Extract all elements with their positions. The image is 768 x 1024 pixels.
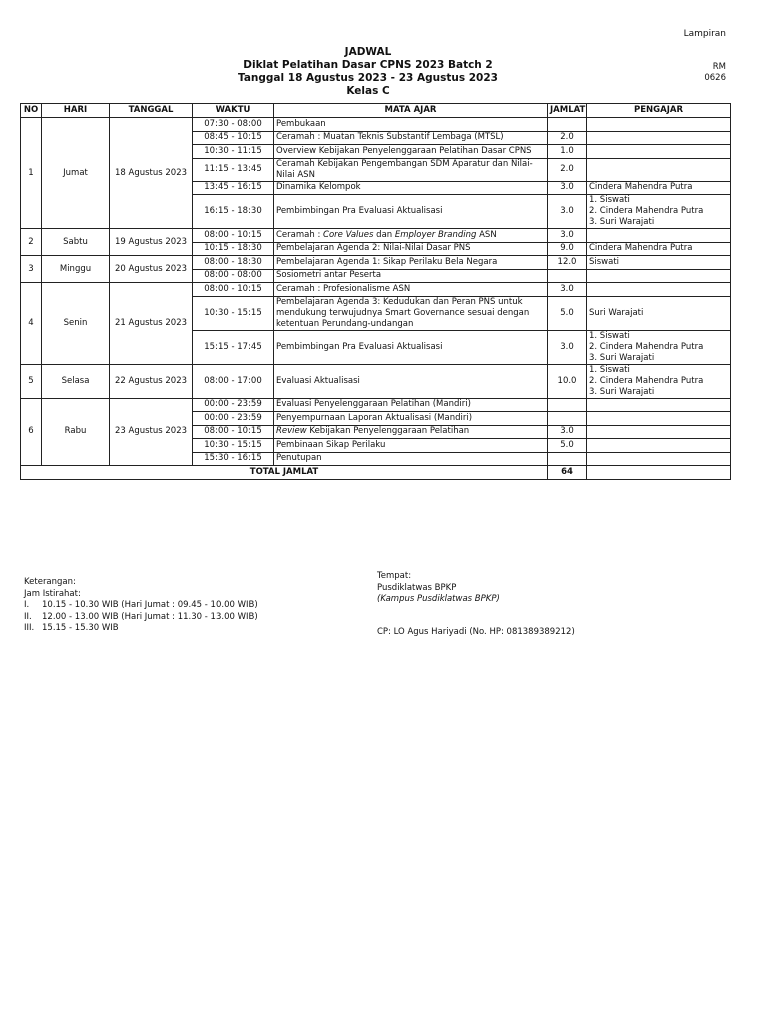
table-row	[21, 229, 731, 243]
cell-tanggal: 23 Agustus 2023	[110, 398, 193, 466]
cell-pengajar	[587, 118, 731, 132]
cell-waktu: 13:45 - 16:15	[193, 181, 274, 195]
cell-waktu: 08:00 - 10:15	[193, 229, 274, 243]
tempat-name: Pusdiklatwas BPKP	[377, 582, 457, 593]
pengajar-name: 1. Siswati	[589, 195, 630, 205]
cell-mata-ajar: Pembelajaran Agenda 3: Kedudukan dan Peran PNS untuk mendukung terwujudnya Smart Governance sesuai dengan ketentuan Perundang-undangan	[274, 296, 548, 330]
tempat-sub: (Kampus Pusdiklatwas BPKP)	[377, 594, 500, 604]
cell-hari: Rabu	[42, 398, 110, 466]
cell-jamlat: 2.0	[548, 131, 587, 145]
cell-jamlat: 3.0	[548, 229, 587, 243]
break-num: III.	[24, 623, 35, 633]
cell-tanggal: 22 Agustus 2023	[110, 364, 193, 398]
cell-jamlat: 3.0	[548, 425, 587, 439]
mata-ajar-part: Ceramah :	[276, 229, 324, 240]
keterangan-title: Keterangan:	[24, 577, 76, 587]
cell-jamlat: 2.0	[548, 158, 587, 181]
cell-pengajar	[587, 181, 731, 195]
cell-waktu: 16:15 - 18:30	[193, 195, 274, 229]
break-text: 12.00 - 13.00 WIB (Hari Jumat : 11.30 - 13.00 WIB)	[42, 611, 258, 622]
col-jamlat: JAMLAT	[548, 104, 587, 118]
mata-ajar-part: Employer Branding	[394, 229, 477, 240]
total-value: 64	[548, 466, 587, 480]
cell-no: 3	[21, 256, 42, 283]
cell-mata-ajar: Overview Kebijakan Penyelenggaraan Pelatihan Dasar CPNS	[274, 145, 548, 159]
pengajar-name: 2. Cindera Mahendra Putra	[589, 341, 704, 352]
col-hari: HARI	[42, 104, 110, 118]
cell-waktu: 08:45 - 10:15	[193, 131, 274, 145]
col-pengajar: PENGAJAR	[587, 104, 731, 118]
cell-tanggal: 20 Agustus 2023	[110, 256, 193, 283]
pengajar-name: Suri Warajati	[589, 307, 644, 318]
cell-hari: Minggu	[42, 256, 110, 283]
cell-waktu: 08:00 - 17:00	[193, 364, 274, 398]
cell-jamlat: 3.0	[548, 181, 587, 195]
schedule-header	[21, 104, 731, 118]
break-num: II.	[24, 611, 32, 622]
break-item	[24, 612, 258, 624]
cell-waktu: 10:30 - 15:15	[193, 439, 274, 453]
total-empty	[587, 466, 731, 480]
pengajar-name: Cindera Mahendra Putra	[589, 182, 693, 193]
cell-mata-ajar: Pembinaan Sikap Perilaku	[274, 439, 548, 453]
table-row	[21, 256, 731, 270]
contact-person: CP: LO Agus Hariyadi (No. HP: 081389389212)	[377, 627, 575, 637]
tempat-section	[377, 571, 500, 606]
pengajar-name: 3. Suri Warajati	[589, 352, 655, 363]
cell-jamlat	[548, 452, 587, 466]
cell-pengajar	[587, 398, 731, 412]
rm-line-2: 0626	[704, 73, 726, 83]
mata-ajar-part: Kebijakan Penyelenggaraan Pelatihan	[306, 426, 470, 437]
lampiran-label: Lampiran	[683, 29, 726, 39]
cell-waktu: 00:00 - 23:59	[193, 398, 274, 412]
table-row	[21, 364, 731, 398]
pengajar-name: 3. Suri Warajati	[589, 386, 655, 397]
cell-jamlat: 3.0	[548, 283, 587, 297]
title-line-2: Diklat Pelatihan Dasar CPNS 2023 Batch 2	[243, 59, 493, 71]
table-row	[21, 398, 731, 412]
cell-mata-ajar: Ceramah : Profesionalisme ASN	[274, 283, 548, 297]
cell-mata-ajar	[274, 425, 548, 439]
cell-hari: Jumat	[42, 118, 110, 229]
table-row	[21, 283, 731, 297]
cell-jamlat: 3.0	[548, 330, 587, 364]
break-item	[24, 623, 258, 635]
cell-tanggal: 18 Agustus 2023	[110, 118, 193, 229]
cell-jamlat: 12.0	[548, 256, 587, 270]
cell-pengajar	[587, 330, 731, 364]
cell-pengajar	[587, 269, 731, 283]
cell-jamlat: 1.0	[548, 145, 587, 159]
keterangan-subtitle: Jam Istirahat:	[24, 588, 81, 599]
cell-jamlat: 5.0	[548, 439, 587, 453]
pengajar-name: 1. Siswati	[589, 364, 630, 375]
tempat-label: Tempat:	[377, 571, 412, 581]
cell-pengajar	[587, 412, 731, 426]
cell-pengajar	[587, 195, 731, 229]
total-row	[21, 466, 731, 480]
cell-pengajar	[587, 242, 731, 256]
cell-waktu: 08:00 - 10:15	[193, 283, 274, 297]
pengajar-name: Siswati	[589, 256, 620, 267]
keterangan-section	[24, 577, 258, 635]
cell-mata-ajar: Evaluasi Aktualisasi	[274, 364, 548, 398]
cell-mata-ajar: Sosiometri antar Peserta	[274, 269, 548, 283]
cell-waktu: 00:00 - 23:59	[193, 412, 274, 426]
cell-jamlat	[548, 412, 587, 426]
cell-mata-ajar: Ceramah Kebijakan Pengembangan SDM Aparatur dan Nilai-Nilai ASN	[274, 158, 548, 181]
cell-pengajar	[587, 145, 731, 159]
cell-pengajar	[587, 364, 731, 398]
cell-mata-ajar	[274, 229, 548, 243]
cell-mata-ajar: Pembimbingan Pra Evaluasi Aktualisasi	[274, 330, 548, 364]
schedule-table	[20, 103, 731, 480]
cell-waktu: 15:30 - 16:15	[193, 452, 274, 466]
cell-pengajar	[587, 256, 731, 270]
cell-jamlat: 5.0	[548, 296, 587, 330]
cell-jamlat	[548, 398, 587, 412]
cell-hari: Selasa	[42, 364, 110, 398]
cell-pengajar	[587, 439, 731, 453]
pengajar-name: 1. Siswati	[589, 330, 630, 341]
cell-mata-ajar: Dinamika Kelompok	[274, 181, 548, 195]
cell-jamlat	[548, 118, 587, 132]
cell-no: 4	[21, 283, 42, 365]
cell-hari: Sabtu	[42, 229, 110, 256]
cell-pengajar	[587, 425, 731, 439]
cell-no: 2	[21, 229, 42, 256]
cell-waktu: 10:30 - 15:15	[193, 296, 274, 330]
cell-waktu: 10:15 - 18:30	[193, 242, 274, 256]
col-no: NO	[21, 104, 42, 118]
pengajar-name: 2. Cindera Mahendra Putra	[589, 375, 704, 386]
cell-mata-ajar: Evaluasi Penyelenggaraan Pelatihan (Mandiri)	[274, 398, 548, 412]
cell-waktu: 08:00 - 10:15	[193, 425, 274, 439]
cell-jamlat: 9.0	[548, 242, 587, 256]
cell-no: 1	[21, 118, 42, 229]
rm-line-1: RM	[712, 62, 726, 72]
break-text: 15.15 - 15.30 WIB	[42, 623, 119, 633]
title-line-1: JADWAL	[344, 46, 392, 58]
cell-tanggal: 21 Agustus 2023	[110, 283, 193, 365]
cell-waktu: 10:30 - 11:15	[193, 145, 274, 159]
pengajar-name: 2. Cindera Mahendra Putra	[589, 206, 704, 216]
cell-waktu: 07:30 - 08:00	[193, 118, 274, 132]
title-line-3: Tanggal 18 Agustus 2023 - 23 Agustus 2023	[238, 72, 498, 84]
title-line-4: Kelas C	[346, 85, 390, 97]
table-row	[21, 118, 731, 132]
cell-jamlat	[548, 269, 587, 283]
mata-ajar-part: Core Values	[323, 229, 374, 240]
cell-tanggal: 19 Agustus 2023	[110, 229, 193, 256]
cell-pengajar	[587, 296, 731, 330]
cell-pengajar	[587, 452, 731, 466]
cell-pengajar	[587, 229, 731, 243]
break-text: 10.15 - 10.30 WIB (Hari Jumat : 09.45 - 10.00 WIB)	[42, 600, 258, 610]
col-tanggal: TANGGAL	[110, 104, 193, 118]
pengajar-name: 3. Suri Warajati	[589, 217, 655, 227]
cell-jamlat: 3.0	[548, 195, 587, 229]
mata-ajar-part: Review	[276, 426, 307, 437]
cell-mata-ajar: Penyempurnaan Laporan Aktualisasi (Mandiri)	[274, 412, 548, 426]
cell-hari: Senin	[42, 283, 110, 365]
cell-mata-ajar: Pembelajaran Agenda 2: Nilai-Nilai Dasar PNS	[274, 242, 548, 256]
cell-mata-ajar: Pembukaan	[274, 118, 548, 132]
cell-pengajar	[587, 158, 731, 181]
schedule-body	[21, 118, 731, 466]
cell-waktu: 08:00 - 18:30	[193, 256, 274, 270]
document-title	[0, 46, 736, 98]
cell-mata-ajar: Pembimbingan Pra Evaluasi Aktualisasi	[274, 195, 548, 229]
total-label: TOTAL JAMLAT	[21, 466, 548, 480]
cell-mata-ajar: Ceramah : Muatan Teknis Substantif Lembaga (MTSL)	[274, 131, 548, 145]
break-num: I.	[24, 600, 30, 610]
cell-pengajar	[587, 131, 731, 145]
cell-waktu: 11:15 - 13:45	[193, 158, 274, 181]
break-item	[24, 600, 258, 612]
pengajar-name: Cindera Mahendra Putra	[589, 243, 693, 254]
cell-pengajar	[587, 283, 731, 297]
cell-mata-ajar: Penutupan	[274, 452, 548, 466]
cell-jamlat: 10.0	[548, 364, 587, 398]
cell-waktu: 15:15 - 17:45	[193, 330, 274, 364]
col-mata-ajar: MATA AJAR	[274, 104, 548, 118]
cell-no: 5	[21, 364, 42, 398]
mata-ajar-part: ASN	[476, 229, 497, 240]
col-waktu: WAKTU	[193, 104, 274, 118]
mata-ajar-part: dan	[373, 229, 395, 240]
cell-waktu: 08:00 - 08:00	[193, 269, 274, 283]
cell-no: 6	[21, 398, 42, 466]
cell-mata-ajar: Pembelajaran Agenda 1: Sikap Perilaku Bela Negara	[274, 256, 548, 270]
